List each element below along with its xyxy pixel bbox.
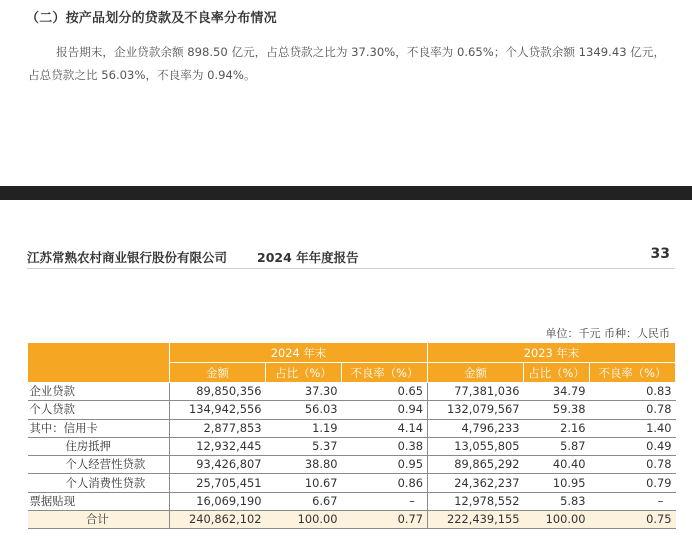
sub-header-npl-2023: 不良率（%） bbox=[590, 363, 676, 383]
section-container bbox=[0, 0, 692, 186]
cell-amount-2023: 12,978,552 bbox=[428, 492, 524, 510]
row-label: 合计 bbox=[28, 511, 170, 529]
cell-npl-2024: 0.86 bbox=[342, 474, 428, 492]
cell-npl-2024: 0.77 bbox=[342, 511, 428, 529]
cell-amount-2024: 89,850,356 bbox=[170, 383, 266, 401]
cell-amount-2024: 240,862,102 bbox=[170, 511, 266, 529]
cell-share-2023: 5.83 bbox=[524, 492, 590, 510]
header-divider bbox=[27, 268, 675, 269]
cell-share-2023: 34.79 bbox=[524, 383, 590, 401]
cell-npl-2023: – bbox=[590, 492, 676, 510]
sub-header-share-2023: 占比（%） bbox=[524, 363, 590, 383]
cell-amount-2023: 77,381,036 bbox=[428, 383, 524, 401]
cell-npl-2023: 0.49 bbox=[590, 437, 676, 455]
row-label: 其中：信用卡 bbox=[28, 419, 170, 437]
row-label: 个人消费性贷款 bbox=[28, 474, 170, 492]
cell-share-2024: 56.03 bbox=[266, 401, 342, 419]
cell-amount-2024: 16,069,190 bbox=[170, 492, 266, 510]
cell-npl-2024: – bbox=[342, 492, 428, 510]
table-row bbox=[28, 437, 676, 455]
cell-amount-2024: 93,426,807 bbox=[170, 456, 266, 474]
cell-share-2024: 10.67 bbox=[266, 474, 342, 492]
cell-npl-2024: 0.95 bbox=[342, 456, 428, 474]
cell-npl-2024: 4.14 bbox=[342, 419, 428, 437]
cell-amount-2024: 25,705,451 bbox=[170, 474, 266, 492]
cell-share-2024: 6.67 bbox=[266, 492, 342, 510]
sub-header-npl-2024: 不良率（%） bbox=[342, 363, 428, 383]
table-row bbox=[28, 401, 676, 419]
cell-share-2023: 5.87 bbox=[524, 437, 590, 455]
group-header-2024: 2024 年末 bbox=[170, 343, 428, 363]
loan-distribution-table bbox=[27, 342, 676, 529]
page-break-band bbox=[0, 186, 692, 200]
table-row bbox=[28, 492, 676, 510]
table-body bbox=[28, 383, 676, 529]
cell-share-2024: 38.80 bbox=[266, 456, 342, 474]
table-row bbox=[28, 474, 676, 492]
row-label: 住房抵押 bbox=[28, 437, 170, 455]
cell-amount-2024: 134,942,556 bbox=[170, 401, 266, 419]
cell-amount-2024: 12,932,445 bbox=[170, 437, 266, 455]
cell-share-2024: 100.00 bbox=[266, 511, 342, 529]
cell-amount-2023: 24,362,237 bbox=[428, 474, 524, 492]
cell-share-2024: 5.37 bbox=[266, 437, 342, 455]
paragraph-line-1: 报告期末，企业贷款余额 898.50 亿元，占总贷款之比为 37.30%，不良率为 0.65%；个人贷款余额 1349.43 亿元， bbox=[56, 45, 666, 59]
corner-header-cell bbox=[28, 343, 170, 383]
cell-npl-2023: 0.75 bbox=[590, 511, 676, 529]
cell-share-2023: 100.00 bbox=[524, 511, 590, 529]
paragraph-line-2: 占总贷款之比 56.03%，不良率为 0.94%。 bbox=[28, 68, 256, 82]
page-number: 33 bbox=[650, 246, 670, 262]
company-name: 江苏常熟农村商业银行股份有限公司 bbox=[27, 250, 228, 265]
cell-npl-2024: 0.38 bbox=[342, 437, 428, 455]
cell-amount-2023: 132,079,567 bbox=[428, 401, 524, 419]
cell-npl-2024: 0.65 bbox=[342, 383, 428, 401]
group-header-row bbox=[28, 343, 676, 363]
row-label: 企业贷款 bbox=[28, 383, 170, 401]
total-row bbox=[28, 511, 676, 529]
page-header bbox=[0, 200, 692, 280]
row-label: 个人贷款 bbox=[28, 401, 170, 419]
sub-header-amount-2024: 金额 bbox=[170, 363, 266, 383]
cell-amount-2024: 2,877,853 bbox=[170, 419, 266, 437]
cell-share-2024: 37.30 bbox=[266, 383, 342, 401]
report-title: 2024 年年度报告 bbox=[257, 250, 359, 265]
group-header-2023: 2023 年末 bbox=[428, 343, 676, 363]
cell-share-2023: 10.95 bbox=[524, 474, 590, 492]
row-label: 票据贴现 bbox=[28, 492, 170, 510]
table-row bbox=[28, 419, 676, 437]
cell-share-2024: 1.19 bbox=[266, 419, 342, 437]
cell-npl-2023: 0.79 bbox=[590, 474, 676, 492]
sub-header-share-2024: 占比（%） bbox=[266, 363, 342, 383]
cell-share-2023: 2.16 bbox=[524, 419, 590, 437]
cell-npl-2023: 0.78 bbox=[590, 456, 676, 474]
cell-amount-2023: 4,796,233 bbox=[428, 419, 524, 437]
row-label: 个人经营性贷款 bbox=[28, 456, 170, 474]
unit-note: 单位：千元 币种：人民币 bbox=[545, 327, 670, 340]
sub-header-amount-2023: 金额 bbox=[428, 363, 524, 383]
section-heading: （二）按产品划分的贷款及不良率分布情况 bbox=[26, 11, 277, 26]
cell-npl-2023: 0.83 bbox=[590, 383, 676, 401]
cell-share-2023: 40.40 bbox=[524, 456, 590, 474]
cell-share-2023: 59.38 bbox=[524, 401, 590, 419]
cell-npl-2023: 0.78 bbox=[590, 401, 676, 419]
cell-npl-2023: 1.40 bbox=[590, 419, 676, 437]
cell-npl-2024: 0.94 bbox=[342, 401, 428, 419]
table-row bbox=[28, 456, 676, 474]
table-row bbox=[28, 383, 676, 401]
cell-amount-2023: 89,865,292 bbox=[428, 456, 524, 474]
cell-amount-2023: 13,055,805 bbox=[428, 437, 524, 455]
cell-amount-2023: 222,439,155 bbox=[428, 511, 524, 529]
